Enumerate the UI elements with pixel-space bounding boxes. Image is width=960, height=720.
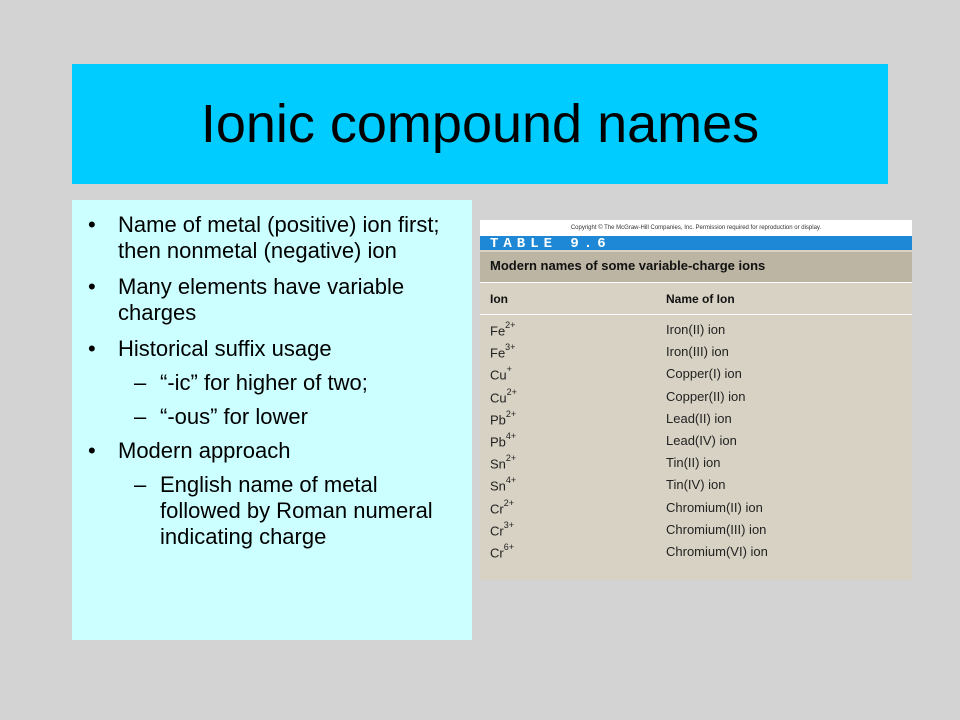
ion-name: Lead(II) ion [666, 410, 732, 426]
ion-name: Chromium(II) ion [666, 499, 763, 515]
title-bar [72, 64, 888, 184]
ion-charge: 4+ [505, 431, 517, 441]
bullet-item: • Many elements have variable charges [72, 274, 458, 326]
table-row [480, 344, 912, 366]
bullet-item: • Modern approach [72, 438, 458, 464]
ion-symbol [490, 519, 514, 539]
table-row [480, 455, 912, 477]
ion-names-table [480, 220, 912, 580]
table-row [480, 322, 912, 344]
ion-charge: 3+ [505, 342, 516, 353]
table-label-bar [480, 236, 912, 250]
element-symbol: Fe [490, 323, 506, 339]
bullet-panel [72, 200, 472, 640]
ion-name: Iron(II) ion [666, 322, 726, 337]
table-label: TABLE 9.6 [490, 236, 611, 252]
table-row [480, 433, 912, 455]
ion-name: Lead(IV) ion [666, 433, 737, 448]
table-caption-bar [480, 252, 912, 282]
ion-charge: 2+ [505, 453, 517, 464]
ion-name: Chromium(VI) ion [666, 544, 768, 559]
table-row [480, 544, 912, 566]
ion-symbol [490, 408, 517, 428]
table-row [480, 366, 912, 388]
sub-bullet-item: – “-ic” for higher of two; [72, 370, 458, 396]
sub-bullet-item: – English name of metal followed by Roman numeral indicating charge [72, 472, 458, 550]
table-row [480, 386, 912, 411]
ion-symbol [490, 386, 517, 405]
ion-symbol [490, 322, 515, 338]
ion-charge: 3+ [503, 519, 514, 530]
element-symbol: Cu [490, 367, 507, 383]
element-symbol: Pb [490, 412, 506, 428]
element-symbol: Sn [490, 478, 506, 494]
ion-symbol [490, 433, 516, 449]
divider [480, 282, 912, 283]
table-caption: Modern names of some variable-charge ions [490, 258, 766, 273]
ion-name: Chromium(III) ion [666, 521, 767, 537]
column-header-name: Name of Ion [666, 292, 735, 306]
element-symbol: Sn [490, 456, 506, 472]
divider [480, 314, 912, 315]
element-symbol: Cr [490, 523, 504, 539]
ion-symbol [490, 497, 514, 516]
ion-charge: 6+ [503, 542, 514, 552]
sub-bullet-item: – “-ous” for lower [72, 404, 458, 430]
element-symbol: Cr [490, 500, 504, 516]
element-symbol: Pb [490, 434, 506, 450]
table-row [480, 408, 912, 433]
ion-name: Copper(II) ion [666, 388, 746, 404]
ion-name: Iron(III) ion [666, 344, 729, 360]
ion-charge: 4+ [505, 475, 517, 486]
ion-charge: 2+ [505, 320, 516, 330]
ion-symbol [490, 366, 512, 382]
bullet-item: • Historical suffix usage [72, 336, 458, 362]
element-symbol: Fe [490, 345, 506, 361]
ion-symbol [490, 344, 515, 360]
table-row [480, 477, 912, 499]
bullet-item: • Name of metal (positive) ion first; then nonmetal (negative) ion [72, 212, 458, 264]
ion-symbol [490, 455, 516, 471]
ion-name: Tin(II) ion [666, 455, 721, 471]
copyright-notice: Copyright © The McGraw-Hill Companies, Inc. Permission required for reproduction or display. [480, 220, 912, 236]
ion-symbol [490, 544, 514, 560]
ion-charge: 2+ [506, 386, 517, 397]
element-symbol: Cr [490, 545, 504, 561]
table-row [480, 519, 912, 544]
ion-charge: 2+ [503, 497, 514, 508]
slide-title: Ionic compound names [200, 94, 760, 154]
ion-name: Tin(IV) ion [666, 477, 726, 493]
ion-charge: 2+ [505, 408, 517, 419]
table-row [480, 497, 912, 522]
element-symbol: Cu [490, 389, 507, 405]
column-header-ion: Ion [490, 292, 508, 306]
ion-charge: + [506, 364, 512, 375]
ion-symbol [490, 477, 516, 493]
bullet-list [72, 212, 458, 550]
ion-name: Copper(I) ion [666, 366, 742, 382]
